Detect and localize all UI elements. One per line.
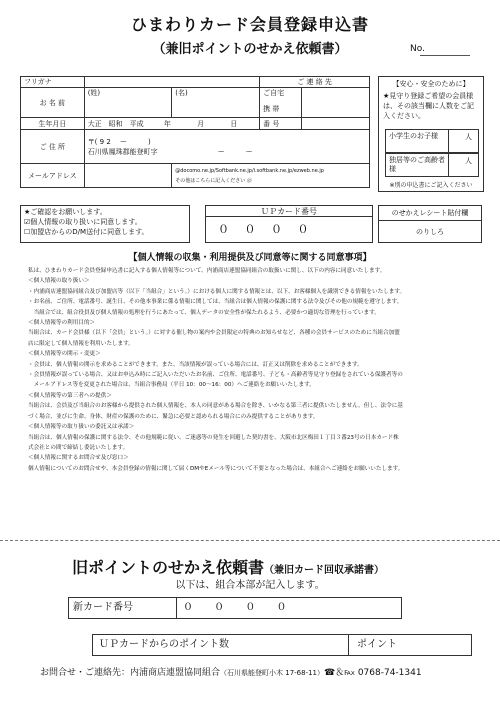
agreement-box [20, 205, 190, 243]
address-field[interactable] [84, 130, 369, 164]
policy-line: ・お名前、ご住所、電話番号、誕生日、その他本事業に係る情報に関しては、当組合は個人情報の保護に関する法令及びその他の規範を遵守します。 [28, 299, 403, 306]
policy-line: ＜個人情報等の取り扱いの委託又は承諾＞ [28, 424, 135, 431]
birth-field[interactable] [84, 118, 259, 130]
policy-line: づく場合、並びに生命、身体、財産の保護のために、緊急に必要と認められる場合にのみ提供することがあります。 [28, 413, 319, 420]
cut-line [0, 540, 500, 541]
privacy-consent-checkbox[interactable]: ☑個人情報の取り扱いに同意します。 [24, 218, 142, 226]
era-options: 大正 昭和 平成 [87, 119, 144, 128]
safety-heading: 【安心・安全のために】 [392, 80, 470, 88]
agreement-heading: ★ご確認をお願いします。 [24, 208, 107, 216]
policy-line: ＜個人情報の取り扱い＞ [28, 278, 90, 285]
person-unit-2: 人 [465, 157, 472, 165]
policy-line: ＜個人情報等の第三者への提供＞ [28, 392, 112, 399]
safety-text: ★見守り登録ご希望の会員様は、その該当欄に人数をご記入ください。 [383, 92, 474, 120]
mobile-label: 携 帯 [263, 105, 280, 113]
policy-line: メールアドレス等を変更された場合は、当組合事務局（平日 10：00〜16：00）へご連絡をお願いいたします。 [28, 382, 315, 389]
elementary-label: 小学生のお子様 [389, 132, 438, 140]
policy-line: 当組合は、個人情報の保護に関する法令、その他規範に従い、ご迷惑等の発生を回避した契約書を、大阪市北区梅田１丁目３番23号の日本カード株 [28, 434, 399, 441]
email-domains: @docomo.ne.jp/Softbank.ne.jp/i.softbank.ne.jp/ezweb.ne.jp [175, 167, 324, 174]
elderly-label: 独居等のご高齢者様 [389, 156, 445, 173]
name-label: お 名 前 [21, 88, 85, 118]
email-other: その他はこちらに記入ください ＠ [175, 177, 252, 184]
footer-address: （石川県能登町小木 17-68-11） [220, 669, 325, 677]
policy-line: 当組合は、カード会員様（以下「会員」という。）に対する催し物の案内や会員限定の特典のお知らせなど、各種の会員サービスのために当組合加盟 [28, 330, 400, 337]
policy-line: ・会員情報が誤っている場合、又はお申込み時にご記入いただいたお名前、ご住所、電話番号、子ども・高齢者等見守り登録をされている保護者等の [28, 372, 403, 379]
policy-line: 私は、ひまわりカード会員登録申込書に記入する個人情報等について、内浦商店連盟協同組合の取扱いに関し、以下の内容に同意いたします。 [28, 268, 386, 274]
page-subtitle: （兼旧ポイントのせかえ依頼書） [152, 42, 348, 57]
glue-area: のりしろ [416, 228, 444, 236]
phone-dashes: ー ー [217, 147, 253, 156]
dm-consent-checkbox[interactable]: ☐加盟店からのD/M送付に同意します。 [24, 228, 149, 236]
day-label: 日 [230, 119, 238, 128]
new-card-label: 新カード番号 [69, 598, 177, 618]
safety-box [378, 76, 484, 192]
transfer-note: 以下は、組合本部が記入します。 [175, 580, 325, 591]
year-label: 年 [163, 119, 171, 128]
postal-code: 〒( 9 2 ー ) [87, 137, 151, 146]
address-prefill: 石川県鳳珠郡能登町字 [87, 147, 158, 156]
points-unit: ポイント [357, 639, 397, 650]
mobile-phone-field[interactable] [302, 118, 370, 130]
given-name-field[interactable] [172, 88, 260, 118]
given-name-label: (名) [175, 89, 188, 97]
new-card-number-field[interactable] [68, 597, 402, 619]
policy-line: 当組合は、会員及び当組合のお客様から提供された個人情報を、本人の同意がある場合を除き、いかなる第三者に提供いたしません。但し、法令に基 [28, 403, 403, 410]
receipt-label: のせかえレシート貼付欄 [379, 206, 481, 221]
transfer-title-sub: （兼旧カード回収承諾書） [264, 565, 385, 576]
contact-label: ご 連 絡 先 [260, 77, 370, 88]
safety-note: ※別の申込書にご記入ください [389, 182, 473, 189]
policy-line: ＜個人情報等の利用目的＞ [28, 320, 96, 327]
points-label: ＵＰカードからのポイント数 [99, 639, 229, 650]
email-local-field[interactable] [84, 164, 172, 188]
home-label: ご自宅 [263, 89, 285, 97]
up-card-heading: ＵＰカード番号 [205, 205, 373, 217]
footer-tel: ☎＆℻ 0768-74-1341 [324, 668, 422, 678]
furigana-field[interactable] [84, 77, 259, 88]
person-unit-1: 人 [465, 133, 472, 141]
policy-line: ・会員は、個人情報の開示を求めることができます。また、当該情報が誤っている場合には、訂正又は削除を求めることができます。 [28, 361, 363, 368]
birth-label: 生年月日 [21, 118, 85, 130]
new-card-digits: ０ ０ ０ ０ [183, 602, 296, 613]
transfer-title-main: 旧ポイントのせかえ依頼書 [72, 558, 265, 577]
transfer-title [72, 555, 384, 578]
number-label-2: 番 号 [260, 118, 302, 130]
policy-line: 個人情報についてのお問合せや、本会員登録の情報に関して届くDMやEメール等について不要となった場合は、本組合へご連絡をお願いいたします。 [28, 465, 404, 472]
policy-title: 【個人情報の収集・利用提供及び同意等に関する同意事項】 [128, 253, 372, 263]
points-field[interactable] [92, 634, 472, 656]
home-phone-field[interactable] [302, 88, 370, 118]
email-domain-field[interactable] [172, 164, 370, 188]
policy-text [28, 266, 483, 474]
policy-line: ＜個人情報等の開示・変更＞ [28, 351, 101, 358]
receipt-box [378, 205, 482, 243]
up-card-number-field[interactable]: ０ ０ ０ ０ [205, 217, 373, 243]
number-label: No. [410, 44, 425, 54]
policy-line: ・内浦商店連盟協同組合及び加盟店等（以下「当組合」という。）における個人に関する情報とは、以下、お客様個人を識別できる情報をいたします。 [28, 288, 406, 295]
email-label: メールアドレス [21, 164, 85, 188]
policy-line: 店に限定して個人情報を利用いたします。 [28, 340, 134, 347]
surname-field[interactable] [84, 88, 172, 118]
policy-line: 式会社との間で締結し委託いたします。 [28, 444, 129, 451]
footer-prefix: お問合せ・ご連絡先：内浦商店連盟協同組合 [40, 668, 221, 678]
policy-line: ＜個人情報に関するお問合せ及び窓口＞ [28, 455, 129, 462]
elderly-count-field[interactable] [385, 153, 479, 177]
policy-line: 当組合では、組合役員及び個人情報の処理を行うにあたって、個人データの安全性が保たれるよう、必要かつ適切な管理を行っています。 [28, 309, 380, 316]
registration-form [20, 76, 370, 188]
elementary-count-field[interactable] [385, 129, 479, 153]
furigana-label: フリガナ [21, 77, 85, 88]
number-field[interactable] [420, 55, 470, 56]
surname-label: (姓) [87, 89, 101, 97]
footer-contact [40, 665, 422, 678]
address-label: ご 住 所 [21, 130, 85, 164]
page-title: ひまわりカード会員登録申込書 [130, 15, 369, 34]
month-label: 月 [197, 119, 205, 128]
